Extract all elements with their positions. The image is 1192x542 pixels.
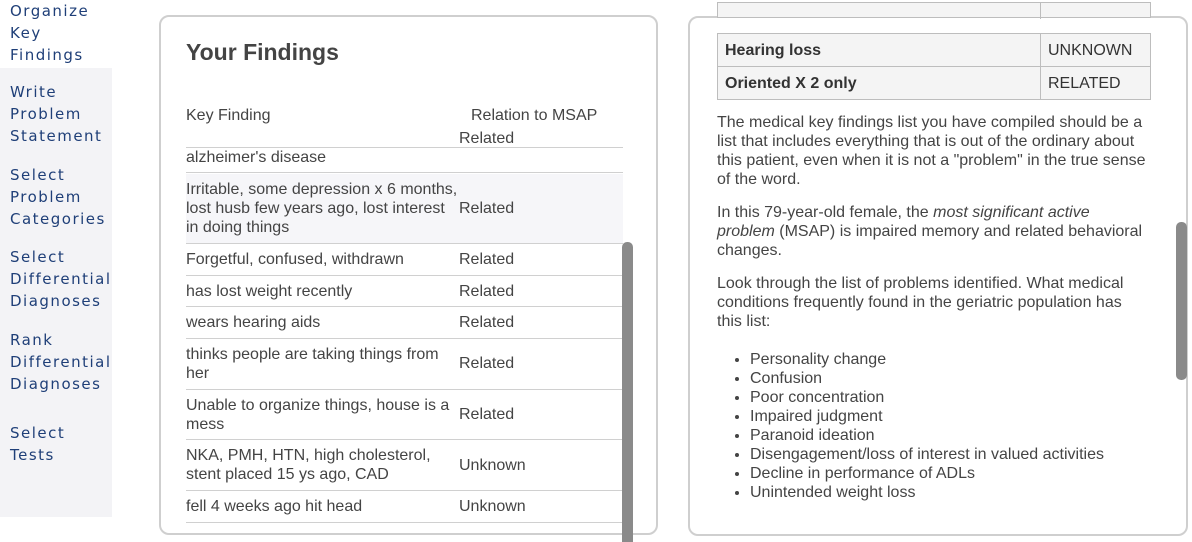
text-span: In this 79-year-old female, the — [717, 204, 934, 221]
findings-scrollbar[interactable] — [622, 242, 633, 542]
table-row[interactable] — [186, 339, 623, 390]
nav-line: Tests — [10, 446, 55, 464]
relation-cell: Related — [459, 355, 515, 372]
info-scrollbar[interactable] — [1176, 222, 1187, 380]
nav-line: Select — [10, 424, 66, 442]
nav-line: Select — [10, 166, 66, 184]
info-paragraph-3: Look through the list of problems identified. What medical conditions frequently found in the geriatric population has this list: — [717, 275, 1124, 330]
finding-value: UNKNOWN — [1048, 42, 1133, 59]
nav-select-problem-categories[interactable] — [0, 164, 112, 230]
list-item: • Disengagement/loss of interest in valued activities — [750, 445, 1104, 464]
nav-rank-differential-diagnoses[interactable] — [0, 329, 112, 395]
column-header-key-finding: Key Finding — [186, 107, 271, 124]
key-finding-cell: thinks people are taking things from her — [186, 346, 439, 382]
relation-cell: Related — [459, 200, 515, 217]
nav-line: Findings — [10, 46, 84, 64]
table-row[interactable] — [186, 491, 623, 523]
findings-table[interactable] — [186, 130, 623, 538]
sidebar-nav — [0, 0, 112, 517]
table-row[interactable] — [186, 390, 623, 440]
nav-line: Differential — [10, 270, 112, 288]
nav-write-problem-statement[interactable] — [0, 81, 112, 147]
list-item: • Confusion — [750, 369, 1104, 388]
relation-cell: Unknown — [459, 498, 526, 515]
key-finding-cell: Forgetful, confused, withdrawn — [186, 251, 404, 268]
findings-summary-row — [717, 33, 1151, 67]
findings-title: Your Findings — [186, 39, 339, 65]
relation-cell: Related — [459, 406, 515, 423]
info-paragraph-2 — [717, 203, 1151, 260]
cell-divider — [1040, 67, 1041, 99]
table-row[interactable] — [186, 130, 623, 173]
relation-cell: Related — [459, 314, 515, 331]
relation-cell: Related — [459, 251, 515, 268]
nav-line: Problem — [10, 105, 82, 123]
list-item: • Decline in performance of ADLs — [750, 464, 1104, 483]
relation-cell: Related — [459, 283, 515, 300]
nav-line: Organize — [10, 2, 90, 20]
key-finding-cell: alzheimer's disease — [186, 149, 327, 166]
table-row[interactable] — [186, 244, 623, 276]
list-item: • Poor concentration — [750, 388, 1104, 407]
nav-line: Select — [10, 248, 66, 266]
relation-cell: Unknown — [459, 457, 526, 474]
text-span: (MSAP) is impaired memory and related behavioral changes. — [717, 223, 1143, 259]
nav-line: Problem — [10, 188, 82, 206]
nav-line: Write — [10, 83, 58, 101]
cell-divider — [1040, 3, 1041, 19]
key-finding-cell: fell 4 weeks ago hit head — [186, 498, 363, 515]
findings-summary-row — [717, 66, 1151, 100]
key-finding-cell: has lost weight recently — [186, 283, 353, 300]
key-finding-cell: Unable to organize things, house is a mess — [186, 397, 450, 433]
key-finding-cell: wears hearing aids — [186, 314, 321, 331]
nav-line: Diagnoses — [10, 292, 102, 310]
key-finding-cell: Irritable, some depression x 6 months, lost husb few years ago, lost interest in doing things — [186, 181, 458, 236]
list-item: • Personality change — [750, 350, 1104, 369]
list-item: • Impaired judgment — [750, 407, 1104, 426]
finding-value: RELATED — [1048, 75, 1121, 92]
table-row[interactable] — [186, 307, 623, 339]
list-item: • Paranoid ideation — [750, 426, 1104, 445]
key-finding-cell: NKA, PMH, HTN, high cholesterol, stent placed 15 ys ago, CAD — [186, 447, 431, 483]
info-panel — [688, 16, 1188, 536]
column-header-relation: Relation to MSAP — [471, 107, 598, 124]
nav-line: Differential — [10, 353, 112, 371]
nav-organize-key-findings[interactable] — [0, 0, 112, 68]
table-row[interactable] — [186, 276, 623, 307]
list-item: • Unintended weight loss — [750, 483, 1104, 502]
table-row[interactable] — [186, 440, 623, 491]
table-row[interactable] — [186, 174, 623, 244]
nav-select-differential-diagnoses[interactable] — [0, 246, 112, 312]
cell-divider — [1040, 34, 1041, 66]
relation-cell: Related — [459, 130, 515, 147]
nav-line: Rank — [10, 331, 54, 349]
info-paragraph-1: The medical key findings list you have compiled should be a list that includes everything that is out of the ordinary about this patient, even when it is not a "problem" in the true sense of the word. — [717, 114, 1146, 188]
nav-line: Diagnoses — [10, 375, 102, 393]
finding-name: Oriented X 2 only — [725, 75, 857, 92]
nav-line: Statement — [10, 127, 103, 145]
findings-panel — [159, 15, 658, 535]
nav-line: Categories — [10, 210, 106, 228]
nav-line: Key — [10, 24, 42, 42]
symptom-list — [732, 350, 1104, 502]
finding-name: Hearing loss — [725, 42, 822, 59]
emphasis-text: most significant active problem — [717, 204, 1090, 240]
nav-select-tests[interactable] — [0, 422, 112, 466]
findings-summary-row-partial — [717, 2, 1151, 18]
